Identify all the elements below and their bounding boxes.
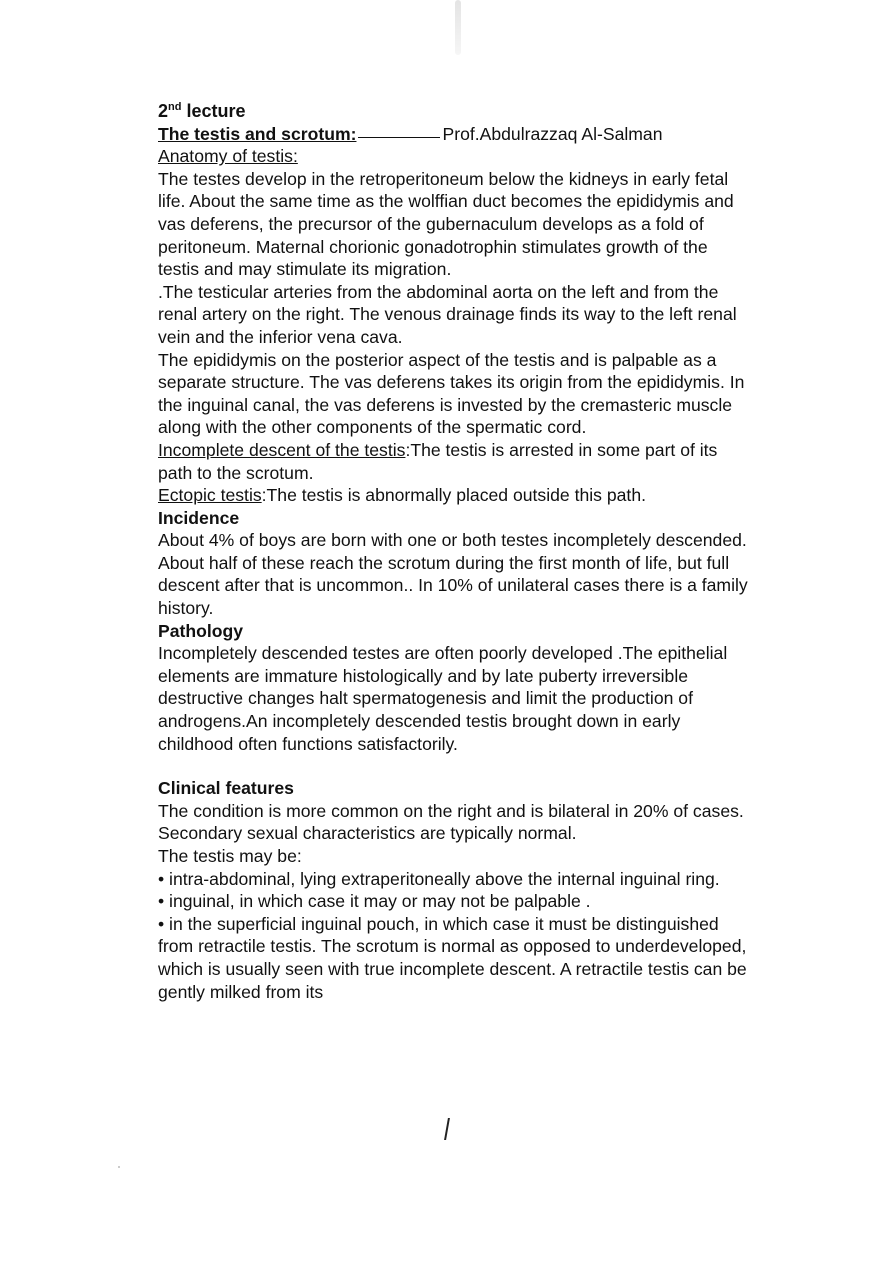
anatomy-paragraph-2: .The testicular arteries from the abdominal aorta on the left and from the renal artery on the right. The venous drainage finds its way to the left renal vein and the inferior vena cava. xyxy=(158,281,737,347)
clinical-features-heading: Clinical features xyxy=(158,778,294,799)
ectopic-testis-definition: Ectopic testis:The testis is abnormally placed outside this path. xyxy=(158,485,646,506)
document-page xyxy=(158,100,748,1003)
pathology-paragraph: Incompletely descended testes are often poorly developed .The epithelial elements are immature histologically and by late puberty irreversible destructive changes halt spermatogenesis and limit the production of androgens.An incompletely descended testis brought down in early childhood often functions satisfactorily. xyxy=(158,643,728,754)
bullet-item: • inguinal, in which case it may or may not be palpable . xyxy=(158,891,591,912)
anatomy-paragraph-1: The testes develop in the retroperitoneum below the kidneys in early fetal life. About the same time as the wolffian duct becomes the epididymis and vas deferens, the precursor of the gubernaculum develops as a fold of peritoneum. Maternal chorionic gonadotrophin stimulates growth of the testis and may stimulate its migration. xyxy=(158,168,734,280)
clinical-features-paragraph: The condition is more common on the right and is bilateral in 20% of cases. Secondary sexual characteristics are typically normal. xyxy=(158,800,744,844)
bullet-item: • intra-abdominal, lying extraperitoneally above the internal inguinal ring. xyxy=(158,868,720,889)
clinical-features-intro: The testis may be: xyxy=(158,846,302,866)
anatomy-paragraph-3: The epididymis on the posterior aspect of the testis and is palpable as a separate structure. The vas deferens takes its origin from the epididymis. In the inguinal canal, the vas deferens is invested by the cremasteric muscle along with the other components of the spermatic cord. xyxy=(158,349,745,438)
section-gap xyxy=(158,755,748,777)
pathology-heading: Pathology xyxy=(158,620,244,641)
title-row xyxy=(158,123,748,146)
scan-smudge xyxy=(455,0,461,55)
scan-speck xyxy=(118,1166,120,1168)
title-underline-rule xyxy=(358,137,440,138)
incomplete-descent-term: Incomplete descent of the testis xyxy=(158,439,406,460)
anatomy-heading: Anatomy of testis: xyxy=(158,146,298,167)
author-name: Prof.Abdulrazzaq Al-Salman xyxy=(442,123,663,144)
incidence-heading: Incidence xyxy=(158,507,240,528)
bullet-item: • in the superficial inguinal pouch, in which case it must be distinguished from retractile testis. The scrotum is normal as opposed to underdeveloped, which is usually seen with true incomplete descent. A retractile testis can be gently milked from its xyxy=(158,913,747,1002)
incidence-paragraph: About 4% of boys are born with one or both testes incompletely descended. About half of these reach the scrotum during the first month of life, but full descent after that is uncommon.. In 10% of unilateral cases there is a family history. xyxy=(158,530,748,619)
ectopic-testis-term: Ectopic testis xyxy=(158,485,262,506)
handwritten-page-mark xyxy=(444,1118,450,1140)
lecture-label: 2nd lecture xyxy=(158,101,246,121)
document-title: The testis and scrotum: xyxy=(158,123,357,144)
incomplete-descent-definition: Incomplete descent of the testis:The testis is arrested in some part of its path to the scrotum. xyxy=(158,439,718,483)
